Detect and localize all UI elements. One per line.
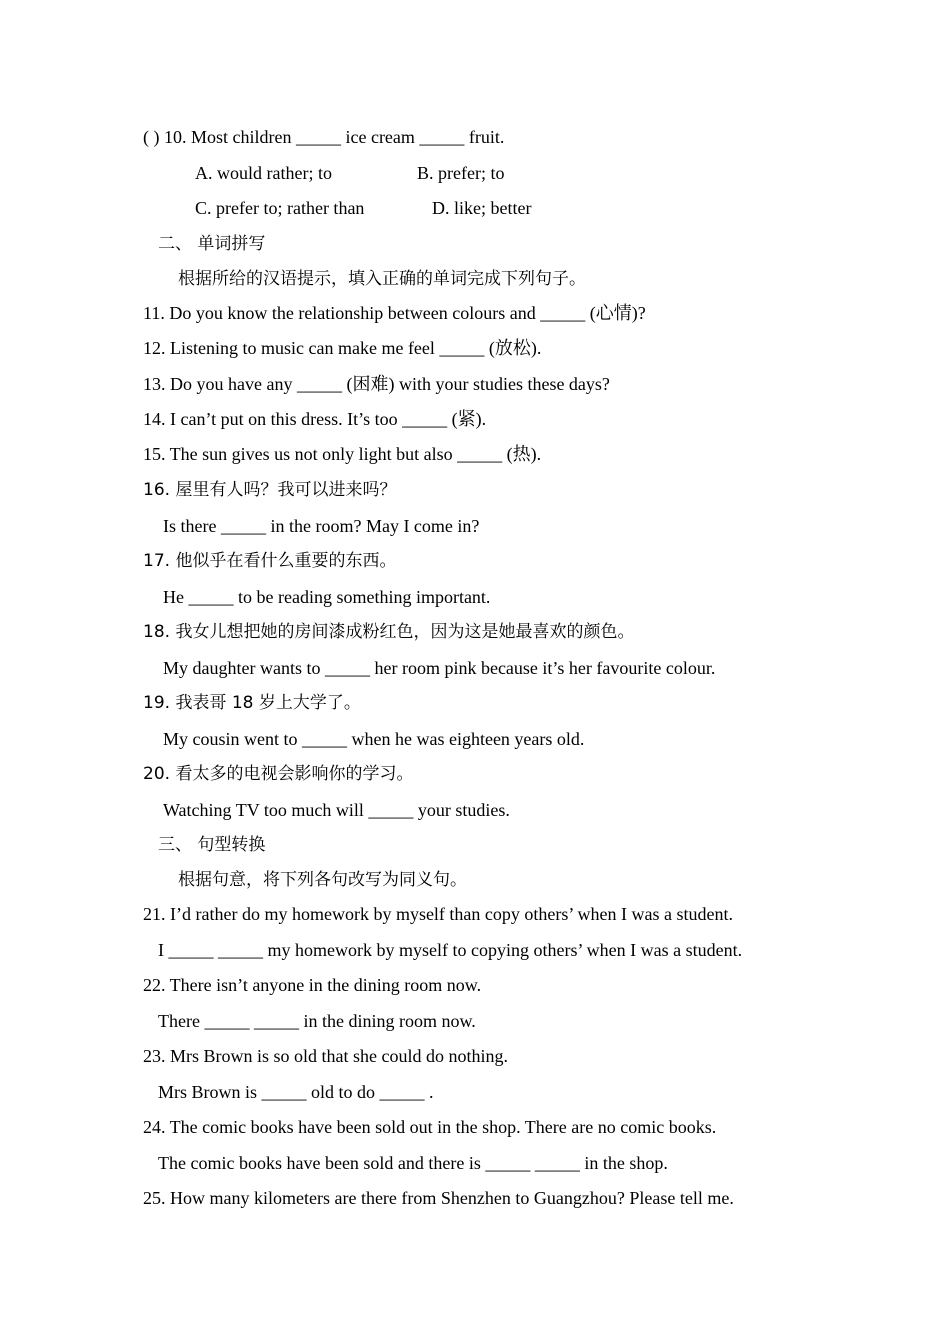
q23-answer: Mrs Brown is _____ old to do _____ . <box>158 1082 434 1102</box>
q25-question: 25. How many kilometers are there from Shenzhen to Guangzhou? Please tell me. <box>143 1188 734 1208</box>
q10-option-b: B. prefer; to <box>417 163 505 183</box>
q19-chinese: 19. 我表哥 18 岁上大学了。 <box>143 693 361 713</box>
q19-english: My cousin went to _____ when he was eighteen years old. <box>163 729 585 749</box>
q16-english: Is there _____ in the room? May I come in? <box>163 516 480 536</box>
q14: 14. I can’t put on this dress. It’s too _____ (紧). <box>143 409 487 429</box>
q22-question: 22. There isn’t anyone in the dining room now. <box>143 975 482 995</box>
q23-question: 23. Mrs Brown is so old that she could do nothing. <box>143 1046 508 1066</box>
q24-answer: The comic books have been sold and there is _____ _____ in the shop. <box>158 1153 668 1173</box>
q22-answer: There _____ _____ in the dining room now. <box>158 1011 476 1031</box>
q20-english: Watching TV too much will _____ your studies. <box>163 800 510 820</box>
q11: 11. Do you know the relationship between colours and _____ (心情)? <box>143 303 646 323</box>
q18-english: My daughter wants to _____ her room pink because it’s her favourite colour. <box>163 658 716 678</box>
section2-instruction: 根据所给的汉语提示，填入正确的单词完成下列句子。 <box>178 269 586 289</box>
q20-chinese: 20. 看太多的电视会影响你的学习。 <box>143 764 414 784</box>
q21-answer: I _____ _____ my homework by myself to copying others’ when I was a student. <box>158 940 743 960</box>
q15: 15. The sun gives us not only light but also _____ (热). <box>143 444 542 464</box>
q10-option-a: A. would rather; to <box>195 163 332 183</box>
q21-question: 21. I’d rather do my homework by myself than copy others’ when I was a student. <box>143 904 734 924</box>
q16-chinese: 16. 屋里有人吗？我可以进来吗？ <box>143 480 397 500</box>
q17-english: He _____ to be reading something important. <box>163 587 491 607</box>
section3-instruction: 根据句意，将下列各句改写为同义句。 <box>178 870 467 890</box>
q10-option-c: C. prefer to; rather than <box>195 198 365 218</box>
q18-chinese: 18. 我女儿想把她的房间漆成粉红色，因为这是她最喜欢的颜色。 <box>143 622 635 642</box>
section3-heading: 三、 句型转换 <box>158 835 266 855</box>
q13: 13. Do you have any _____ (困难) with your studies these days? <box>143 374 610 394</box>
q17-chinese: 17. 他似乎在看什么重要的东西。 <box>143 551 397 571</box>
q10-option-d: D. like; better <box>432 198 532 218</box>
q24-question: 24. The comic books have been sold out in the shop. There are no comic books. <box>143 1117 717 1137</box>
section2-heading: 二、 单词拼写 <box>158 234 266 254</box>
q10-stem: ( ) 10. Most children _____ ice cream _____ fruit. <box>143 127 505 147</box>
q12: 12. Listening to music can make me feel _____ (放松). <box>143 338 542 358</box>
